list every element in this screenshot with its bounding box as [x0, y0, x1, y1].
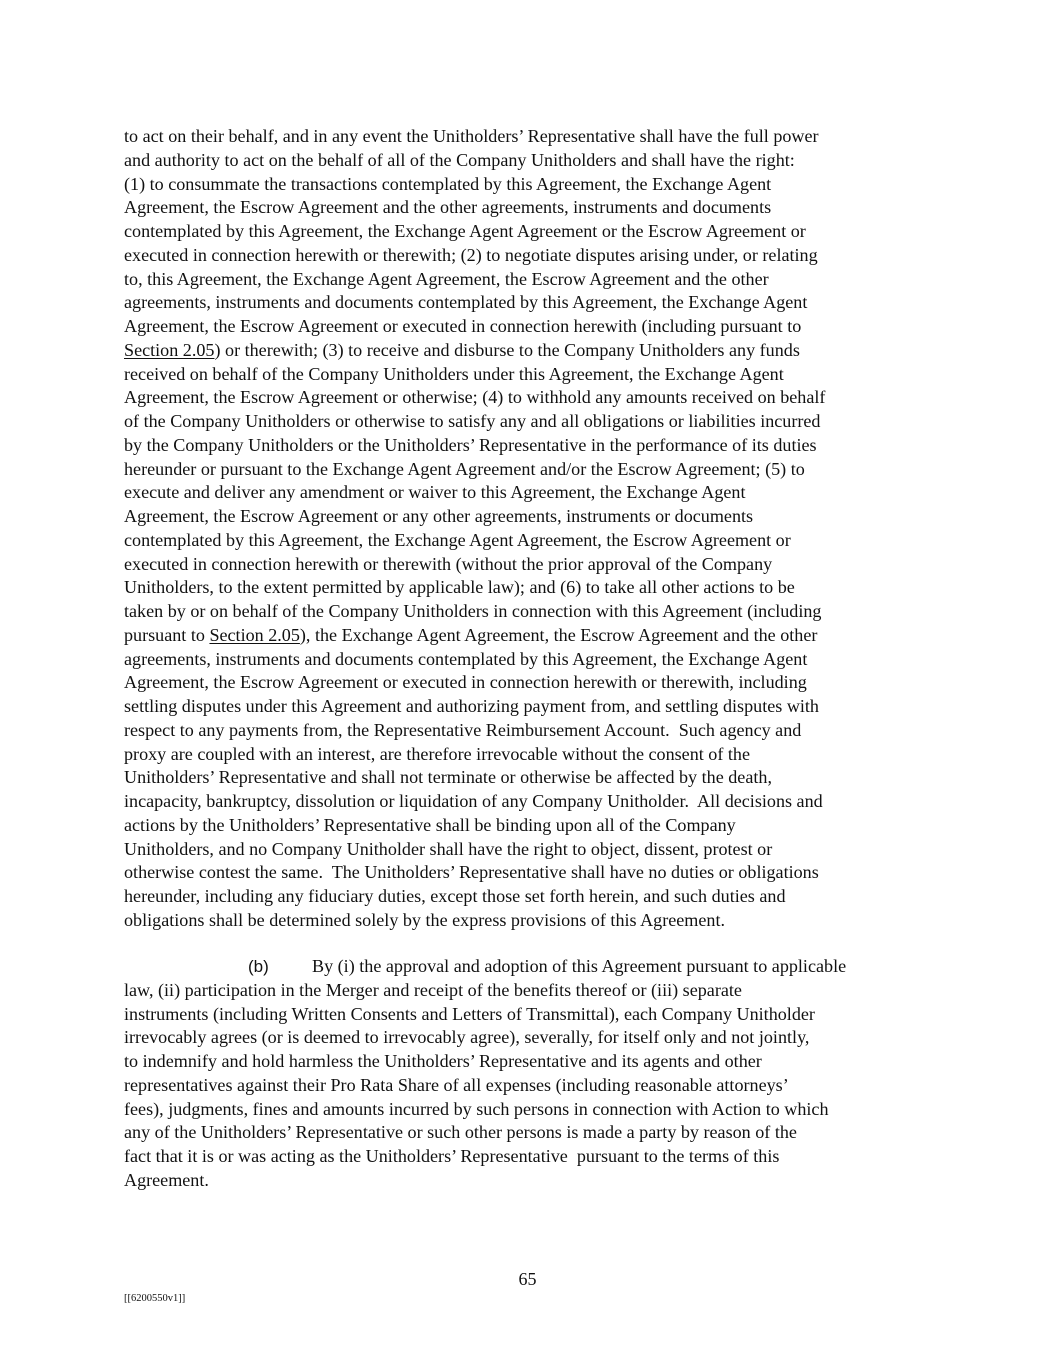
text-line [124, 339, 944, 363]
text-line: instruments (including Written Consents and Letters of Transmittal), each Company Unitholder [124, 1003, 815, 1024]
paragraph-b-first-text: By (i) the approval and adoption of this Agreement pursuant to applicable [312, 956, 847, 976]
text-line: actions by the Unitholders’ Representative shall be binding upon all of the Company [124, 814, 736, 835]
text-line: (1) to consummate the transactions contemplated by this Agreement, the Exchange Agent [124, 173, 772, 194]
text-line: Agreement, the Escrow Agreement or otherwise; (4) to withhold any amounts received on behalf [124, 387, 826, 408]
paragraph-b-first-line [124, 955, 944, 979]
text-line: by the Company Unitholders or the Unitholders’ Representative in the performance of its duties [124, 434, 817, 455]
text-line: fact that it is or was acting as the Unitholders’ Representative pursuant to the terms of this [124, 1146, 780, 1166]
text-line: contemplated by this Agreement, the Exchange Agent Agreement, the Escrow Agreement or [124, 529, 791, 550]
text-line: Unitholders’ Representative and shall not terminate or otherwise be affected by the death, [124, 767, 772, 788]
text-line: Agreement, the Escrow Agreement or executed in connection herewith (including pursuant to [124, 316, 802, 336]
line-text-after: ) or therewith; (3) to receive and disburse to the Company Unitholders any funds [214, 339, 800, 360]
text-line: irrevocably agrees (or is deemed to irrevocably agree), severally, for itself only and not jointly, [124, 1027, 810, 1048]
text-line: of the Company Unitholders or otherwise to satisfy any and all obligations or liabilities incurred [124, 411, 821, 431]
text-line: and authority to act on the behalf of all of the Company Unitholders and shall have the right: [124, 149, 795, 170]
text-line: taken by or on behalf of the Company Unitholders in connection with this Agreement (including [124, 601, 822, 621]
paragraph-a [124, 125, 944, 933]
text-line: Agreement. [124, 1169, 209, 1190]
text-line: Unitholders, to the extent permitted by applicable law); and (6) to take all other actions to be [124, 577, 795, 598]
text-line: representatives against their Pro Rata Share of all expenses (including reasonable attorneys’ [124, 1074, 789, 1095]
text-line: executed in connection herewith or therewith; (2) to negotiate disputes arising under, or relating [124, 244, 818, 265]
text-line: Agreement, the Escrow Agreement and the other agreements, instruments and documents [124, 197, 772, 218]
text-line: Agreement, the Escrow Agreement or executed in connection herewith or therewith, including [124, 672, 807, 693]
text-line: to indemnify and hold harmless the Unitholders’ Representative and its agents and other [124, 1051, 762, 1071]
text-line: any of the Unitholders’ Representative or such other persons is made a party by reason of the [124, 1122, 797, 1143]
text-line: Agreement, the Escrow Agreement or any other agreements, instruments or documents [124, 506, 754, 526]
text-line: proxy are coupled with an interest, are therefore irrevocable without the consent of the [124, 743, 750, 764]
text-line: hereunder or pursuant to the Exchange Agent Agreement and/or the Escrow Agreement; (5) to [124, 458, 805, 479]
subsection-label: (b) [248, 957, 269, 976]
text-line [124, 624, 944, 648]
text-line: received on behalf of the Company Unitholders under this Agreement, the Exchange Agent [124, 363, 784, 384]
text-line: obligations shall be determined solely by the express provisions of this Agreement. [124, 909, 726, 930]
text-line: incapacity, bankruptcy, dissolution or liquidation of any Company Unitholder. All decisions and [124, 791, 823, 811]
text-line: executed in connection herewith or therewith (without the prior approval of the Company [124, 553, 773, 574]
text-line: hereunder, including any fiduciary duties, except those set forth herein, and such duties and [124, 886, 786, 906]
paragraph-b [124, 955, 944, 1193]
text-line: to act on their behalf, and in any event the Unitholders’ Representative shall have the full power [124, 126, 819, 146]
page-number: 65 [518, 1269, 537, 1289]
text-line: contemplated by this Agreement, the Exchange Agent Agreement or the Escrow Agreement or [124, 221, 806, 241]
text-line: execute and deliver any amendment or waiver to this Agreement, the Exchange Agent [124, 482, 746, 503]
text-line: fees), judgments, fines and amounts incurred by such persons in connection with Action to which [124, 1098, 829, 1119]
section-reference-link[interactable]: Section 2.05 [209, 624, 300, 645]
text-line: law, (ii) participation in the Merger and receipt of the benefits thereof or (iii) separate [124, 979, 742, 1000]
document-id: [[6200550v1]] [124, 1293, 186, 1304]
text-line: Unitholders, and no Company Unitholder shall have the right to object, dissent, protest or [124, 838, 773, 859]
text-line: agreements, instruments and documents contemplated by this Agreement, the Exchange Agent [124, 648, 808, 669]
text-line: otherwise contest the same. The Unitholders’ Representative shall have no duties or obligations [124, 862, 819, 883]
section-reference-link[interactable]: Section 2.05 [124, 339, 215, 360]
text-line: settling disputes under this Agreement and authorizing payment from, and settling disputes with [124, 696, 819, 716]
text-line: to, this Agreement, the Exchange Agent Agreement, the Escrow Agreement and the other [124, 268, 769, 289]
text-line: agreements, instruments and documents contemplated by this Agreement, the Exchange Agent [124, 292, 808, 313]
line-text-after: ), the Exchange Agent Agreement, the Escrow Agreement and the other [299, 624, 818, 645]
line-text-before: pursuant to [124, 624, 210, 645]
text-line: respect to any payments from, the Representative Reimbursement Account. Such agency and [124, 719, 802, 740]
